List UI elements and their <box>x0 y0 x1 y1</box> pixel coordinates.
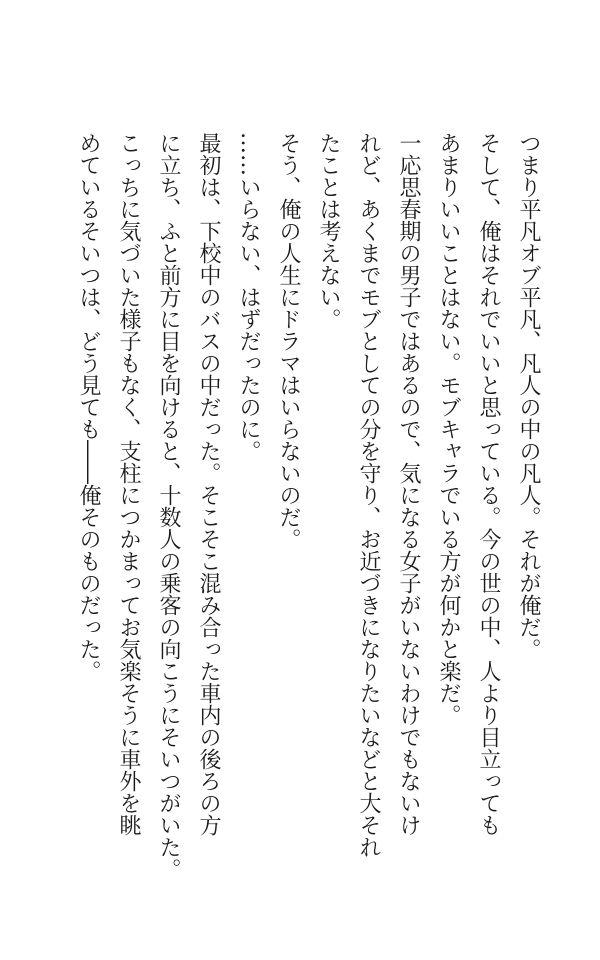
text-line: に立ち、ふと前方に目を向けると、十数人の乗客の向こうにそいつがいた。 <box>156 132 181 880</box>
text-line: こっちに気づいた様子もなく、支柱につかまってお気楽そうに車外を眺 <box>116 132 141 836</box>
text-line: そう、俺の人生にドラマはいらないのだ。 <box>276 132 301 550</box>
text-line: たことは考えない。 <box>316 132 341 330</box>
novel-text <box>68 132 548 932</box>
text-line: ……いらない、はずだったのに。 <box>236 132 261 462</box>
text-line: つまり平凡オブ平凡、凡人の中の凡人。それが俺だ。 <box>516 132 541 660</box>
text-line: れど、あくまでモブとしての分を守り、お近づきになりたいなどと大それ <box>356 132 381 858</box>
text-line: そして、俺はそれでいいと思っている。今の世の中、人より目立っても <box>476 132 501 836</box>
text-line: めているそいつは、どう見ても――俺そのものだった。 <box>76 132 101 682</box>
text-line: 最初は、下校中のバスの中だった。そこそこ混み合った車内の後ろの方 <box>196 132 221 836</box>
text-line: 一応思春期の男子ではあるので、気になる女子がいないわけでもないけ <box>396 132 421 836</box>
text-line: あまりいいことはない。モブキャラでいる方が何かと楽だ。 <box>436 132 461 726</box>
